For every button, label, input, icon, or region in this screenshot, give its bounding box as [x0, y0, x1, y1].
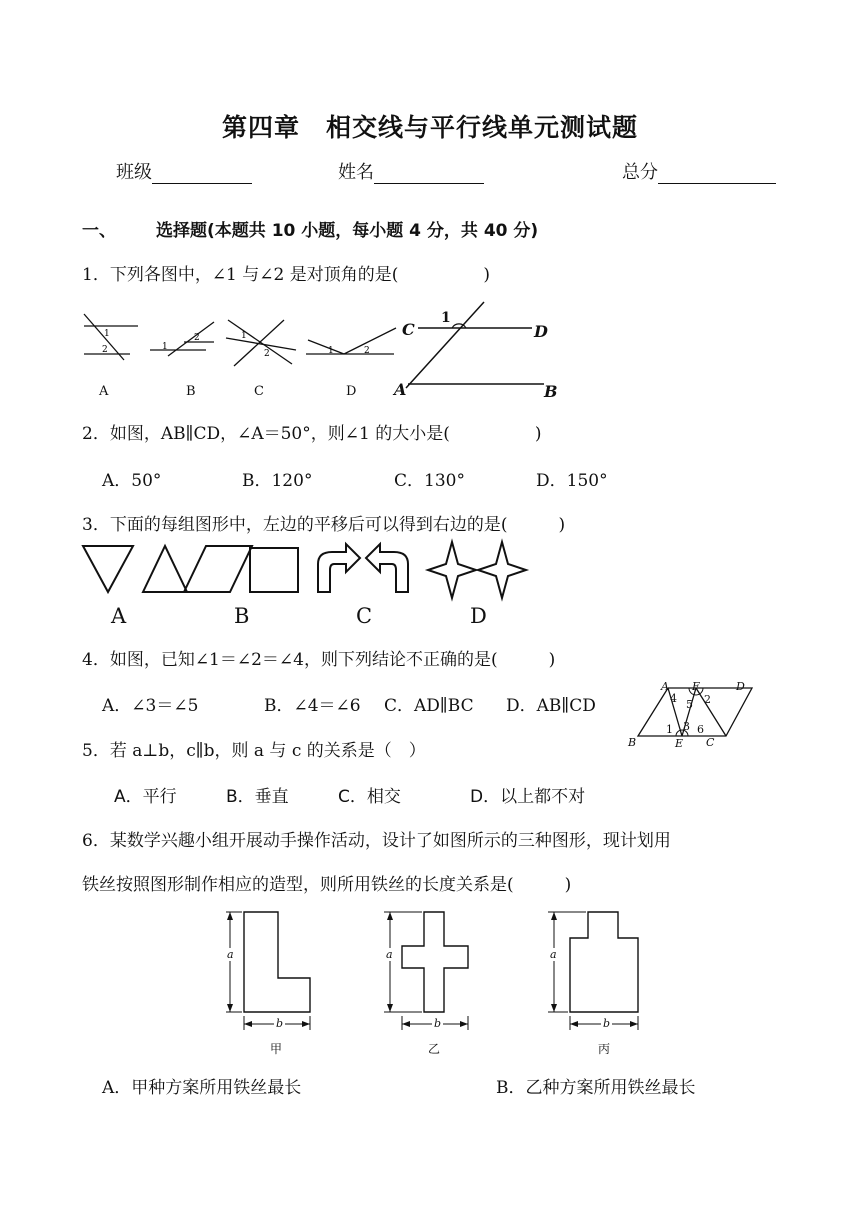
question-3: 3．下面的每组图形中，左边的平移后可以得到右边的是( ) — [82, 515, 566, 535]
q6-label-bing: 丙 — [598, 1042, 611, 1056]
q4-option-a: A．∠3＝∠5 — [102, 696, 199, 716]
q2-option-b: B．120° — [242, 471, 313, 491]
svg-text:2: 2 — [264, 349, 270, 359]
q5-option-c: C．相交 — [338, 787, 401, 807]
q4-fig-f: F — [692, 680, 700, 693]
q6-figure-yi — [378, 908, 478, 1038]
q4-fig-n1: 1 — [666, 723, 673, 736]
score-blank — [658, 163, 776, 184]
q1-figure-b — [148, 318, 216, 358]
q4-option-d: D．AB∥CD — [506, 696, 596, 716]
q6-bing-dim-a: a — [550, 948, 557, 961]
q3-label-c: C — [356, 604, 373, 628]
svg-text:1: 1 — [241, 331, 247, 341]
svg-text:1: 1 — [104, 329, 110, 339]
section-number: 一、 — [82, 221, 116, 241]
q1-figure-a — [80, 310, 140, 360]
q3-figures — [80, 540, 530, 600]
q2-fig-label-b: B — [544, 382, 558, 401]
score-field — [622, 158, 776, 184]
class-label: 班级 — [116, 162, 152, 183]
q4-fig-d: D — [736, 680, 745, 693]
q1-figure-c — [224, 316, 298, 368]
svg-text:2: 2 — [102, 345, 108, 355]
question-6-line-2: 铁丝按照图形制作相应的造型，则所用铁丝的长度关系是( ) — [82, 875, 572, 895]
q6-option-b: B．乙种方案所用铁丝最长 — [496, 1078, 696, 1098]
q3-label-a: A — [111, 604, 127, 628]
q2-figure-parallel-lines — [396, 298, 556, 402]
q4-option-b: B．∠4＝∠6 — [264, 696, 361, 716]
q6-bing-dim-b: b — [603, 1017, 611, 1030]
name-blank — [374, 163, 484, 184]
q4-fig-b: B — [628, 736, 637, 749]
question-6-line-1: 6．某数学兴趣小组开展动手操作活动，设计了如图所示的三种图形，现计划用 — [82, 831, 671, 851]
q4-fig-n2: 2 — [704, 693, 711, 706]
q4-fig-n4: 4 — [670, 692, 677, 705]
page-title: 第四章 相交线与平行线单元测试题 — [221, 113, 638, 142]
q6-option-a: A．甲种方案所用铁丝最长 — [102, 1078, 302, 1098]
section-text: 选择题(本题共 10 小题，每小题 4 分，共 40 分) — [156, 221, 539, 241]
q2-fig-label-1: 1 — [441, 310, 451, 326]
question-2: 2．如图，AB∥CD，∠A＝50°，则∠1 的大小是( ) — [82, 424, 542, 444]
q3-label-b: B — [234, 604, 250, 628]
q4-fig-e: E — [675, 737, 684, 750]
q2-fig-label-d: D — [534, 322, 548, 341]
q4-fig-n6: 6 — [697, 723, 704, 736]
svg-text:2: 2 — [194, 333, 200, 343]
q6-yi-dim-b: b — [434, 1017, 442, 1030]
q6-label-jia: 甲 — [270, 1042, 283, 1056]
q4-fig-a: A — [661, 680, 669, 693]
question-1: 1．下列各图中，∠1 与∠2 是对顶角的是( ) — [82, 265, 491, 285]
q6-label-yi: 乙 — [428, 1042, 441, 1056]
name-label: 姓名 — [338, 162, 374, 183]
q6-yi-dim-a: a — [386, 948, 393, 961]
q5-option-d: D．以上都不对 — [470, 787, 586, 807]
q1-label-b: B — [186, 384, 196, 399]
q2-fig-label-c: C — [402, 320, 415, 339]
q5-option-a: A．平行 — [114, 787, 177, 807]
q4-option-c: C．AD∥BC — [384, 696, 474, 716]
question-4: 4．如图，已知∠1＝∠2＝∠4，则下列结论不正确的是( ) — [82, 650, 556, 670]
q1-label-a: A — [99, 384, 109, 399]
name-field — [338, 158, 484, 184]
q2-option-c: C．130° — [394, 471, 465, 491]
q1-label-d: D — [346, 384, 357, 399]
q4-fig-c: C — [706, 736, 715, 749]
svg-text:1: 1 — [162, 342, 168, 352]
q2-option-a: A．50° — [102, 471, 162, 491]
svg-text:2: 2 — [364, 346, 370, 356]
section-heading — [82, 216, 538, 241]
q1-figure-d — [304, 322, 398, 358]
svg-text:1: 1 — [328, 346, 334, 356]
q4-fig-n5: 5 — [686, 698, 693, 711]
q2-option-d: D．150° — [536, 471, 608, 491]
q6-figure-bing — [546, 908, 646, 1038]
question-5: 5．若 a⊥b，c∥b，则 a 与 c 的关系是（ ） — [82, 741, 426, 761]
q4-figure — [628, 684, 758, 744]
q6-jia-dim-a: a — [227, 948, 234, 961]
q4-fig-n3: 3 — [683, 720, 690, 733]
q2-fig-label-a: A — [394, 380, 407, 399]
q3-label-d: D — [470, 604, 487, 628]
q1-label-c: C — [254, 384, 264, 399]
q5-option-b: B．垂直 — [226, 787, 289, 807]
class-field — [116, 158, 252, 184]
q6-figure-jia — [220, 908, 320, 1038]
q6-jia-dim-b: b — [276, 1017, 284, 1030]
score-label: 总分 — [622, 162, 658, 183]
class-blank — [152, 163, 252, 184]
